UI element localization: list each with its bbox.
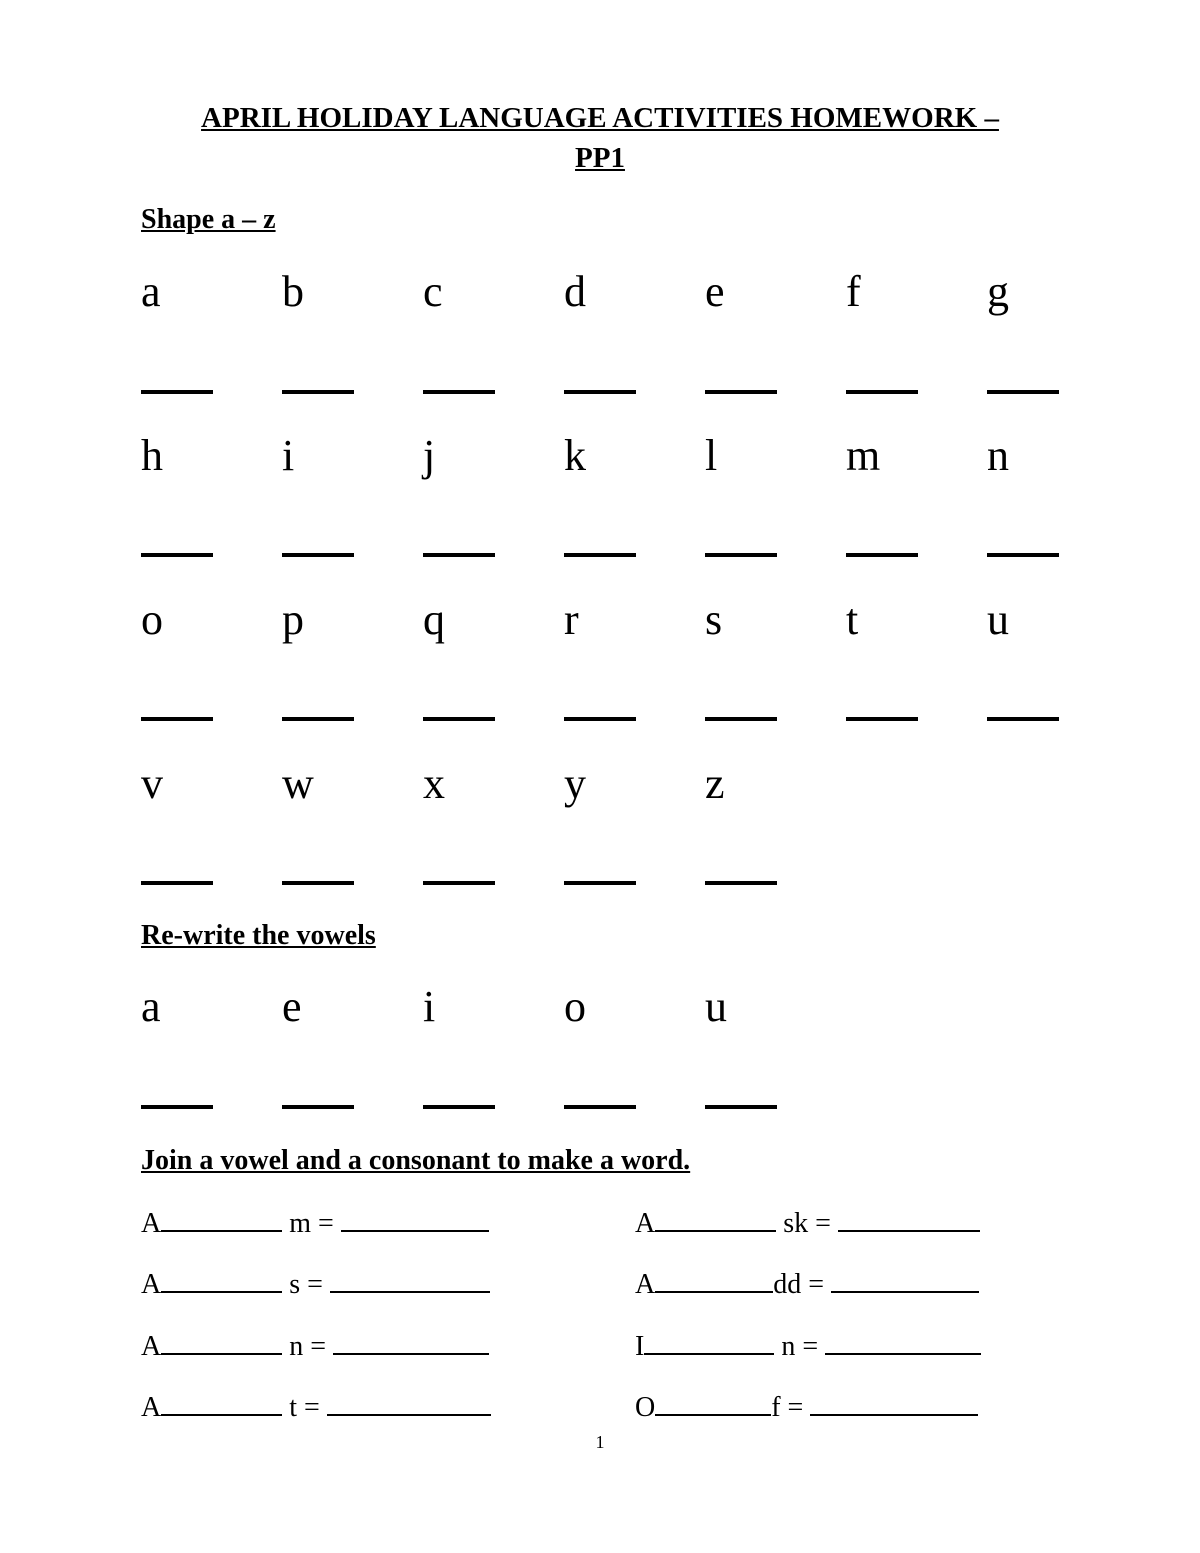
- writing-blank[interactable]: [846, 553, 918, 557]
- exercise-vowel: O: [635, 1392, 656, 1423]
- join-exercise-left-3: [141, 1327, 489, 1365]
- vowel-o: o: [564, 982, 586, 1031]
- writing-blank[interactable]: [987, 717, 1059, 721]
- shape-section-heading: Shape a – z: [141, 204, 276, 235]
- vowel-e: e: [282, 982, 302, 1031]
- answer-blank[interactable]: [161, 1327, 282, 1355]
- writing-blank[interactable]: [564, 390, 636, 394]
- answer-blank[interactable]: [825, 1327, 981, 1355]
- answer-blank[interactable]: [341, 1204, 489, 1232]
- answer-blank[interactable]: [831, 1265, 979, 1293]
- letter-p: p: [282, 595, 304, 644]
- letter-v: v: [141, 759, 163, 808]
- title-line-1: APRIL HOLIDAY LANGUAGE ACTIVITIES HOMEWORK –: [201, 102, 999, 134]
- writing-blank[interactable]: [705, 881, 777, 885]
- letter-y: y: [564, 759, 586, 808]
- writing-blank[interactable]: [564, 881, 636, 885]
- answer-blank[interactable]: [327, 1388, 491, 1416]
- page-number: 1: [595, 1432, 605, 1452]
- letter-n: n: [987, 431, 1009, 480]
- answer-blank[interactable]: [655, 1388, 771, 1416]
- writing-blank[interactable]: [705, 553, 777, 557]
- writing-blank[interactable]: [423, 717, 495, 721]
- letter-q: q: [423, 595, 445, 644]
- letter-c: c: [423, 267, 443, 316]
- letter-i: i: [282, 431, 295, 480]
- writing-blank[interactable]: [846, 717, 918, 721]
- writing-blank[interactable]: [282, 881, 354, 885]
- letter-f: f: [846, 267, 861, 316]
- writing-blank[interactable]: [564, 553, 636, 557]
- join-exercise-left-2: [141, 1265, 490, 1303]
- answer-blank[interactable]: [161, 1388, 282, 1416]
- join-exercise-right-4: [635, 1388, 978, 1426]
- writing-blank[interactable]: [987, 553, 1059, 557]
- letter-o: o: [141, 595, 163, 644]
- exercise-vowel: A: [635, 1208, 656, 1239]
- exercise-consonant: sk =: [776, 1208, 838, 1239]
- exercise-vowel: I: [635, 1331, 645, 1362]
- writing-blank[interactable]: [705, 390, 777, 394]
- letter-h: h: [141, 431, 163, 480]
- answer-blank[interactable]: [161, 1204, 282, 1232]
- letter-x: x: [423, 759, 445, 808]
- letter-j: j: [423, 431, 436, 480]
- join-exercise-right-1: [635, 1204, 980, 1242]
- letter-m: m: [846, 431, 881, 480]
- vowel-u: u: [705, 982, 727, 1031]
- writing-blank[interactable]: [141, 717, 213, 721]
- letter-t: t: [846, 595, 859, 644]
- answer-blank[interactable]: [644, 1327, 774, 1355]
- answer-blank[interactable]: [330, 1265, 490, 1293]
- exercise-vowel: A: [141, 1331, 162, 1362]
- join-exercise-right-3: [635, 1327, 981, 1365]
- join-section-heading: Join a vowel and a consonant to make a word.: [141, 1145, 691, 1176]
- letter-s: s: [705, 595, 723, 644]
- writing-blank[interactable]: [141, 881, 213, 885]
- writing-blank[interactable]: [141, 553, 213, 557]
- answer-blank[interactable]: [333, 1327, 489, 1355]
- exercise-vowel: A: [141, 1269, 162, 1300]
- exercise-vowel: A: [635, 1269, 656, 1300]
- exercise-consonant: n =: [282, 1331, 334, 1362]
- writing-blank[interactable]: [141, 1105, 213, 1109]
- writing-blank[interactable]: [141, 390, 213, 394]
- letter-r: r: [564, 595, 579, 644]
- answer-blank[interactable]: [810, 1388, 978, 1416]
- exercise-vowel: A: [141, 1208, 162, 1239]
- title-line-2: PP1: [575, 142, 625, 174]
- vowels-section-heading: Re-write the vowels: [141, 920, 376, 951]
- join-exercise-right-2: [635, 1265, 979, 1303]
- writing-blank[interactable]: [282, 390, 354, 394]
- writing-blank[interactable]: [846, 390, 918, 394]
- writing-blank[interactable]: [705, 1105, 777, 1109]
- join-exercise-left-4: [141, 1388, 491, 1426]
- page-title: [100, 98, 1100, 178]
- writing-blank[interactable]: [282, 553, 354, 557]
- letter-g: g: [987, 267, 1009, 316]
- exercise-consonant: dd =: [773, 1269, 832, 1300]
- letter-w: w: [282, 759, 314, 808]
- writing-blank[interactable]: [423, 1105, 495, 1109]
- letter-z: z: [705, 759, 725, 808]
- join-exercise-left-1: [141, 1204, 489, 1242]
- writing-blank[interactable]: [282, 717, 354, 721]
- exercise-consonant: f =: [771, 1392, 811, 1423]
- letter-e: e: [705, 267, 725, 316]
- answer-blank[interactable]: [655, 1204, 776, 1232]
- writing-blank[interactable]: [423, 553, 495, 557]
- writing-blank[interactable]: [564, 1105, 636, 1109]
- writing-blank[interactable]: [987, 390, 1059, 394]
- letter-l: l: [705, 431, 718, 480]
- vowel-a: a: [141, 982, 161, 1031]
- writing-blank[interactable]: [564, 717, 636, 721]
- vowel-i: i: [423, 982, 436, 1031]
- letter-k: k: [564, 431, 586, 480]
- exercise-vowel: A: [141, 1392, 162, 1423]
- exercise-consonant: n =: [774, 1331, 826, 1362]
- answer-blank[interactable]: [161, 1265, 282, 1293]
- exercise-consonant: t =: [282, 1392, 327, 1423]
- answer-blank[interactable]: [655, 1265, 773, 1293]
- writing-blank[interactable]: [705, 717, 777, 721]
- letter-u: u: [987, 595, 1009, 644]
- answer-blank[interactable]: [838, 1204, 980, 1232]
- exercise-consonant: m =: [282, 1208, 341, 1239]
- exercise-consonant: s =: [282, 1269, 330, 1300]
- letter-b: b: [282, 267, 304, 316]
- writing-blank[interactable]: [423, 881, 495, 885]
- writing-blank[interactable]: [423, 390, 495, 394]
- writing-blank[interactable]: [282, 1105, 354, 1109]
- letter-d: d: [564, 267, 586, 316]
- letter-a: a: [141, 267, 161, 316]
